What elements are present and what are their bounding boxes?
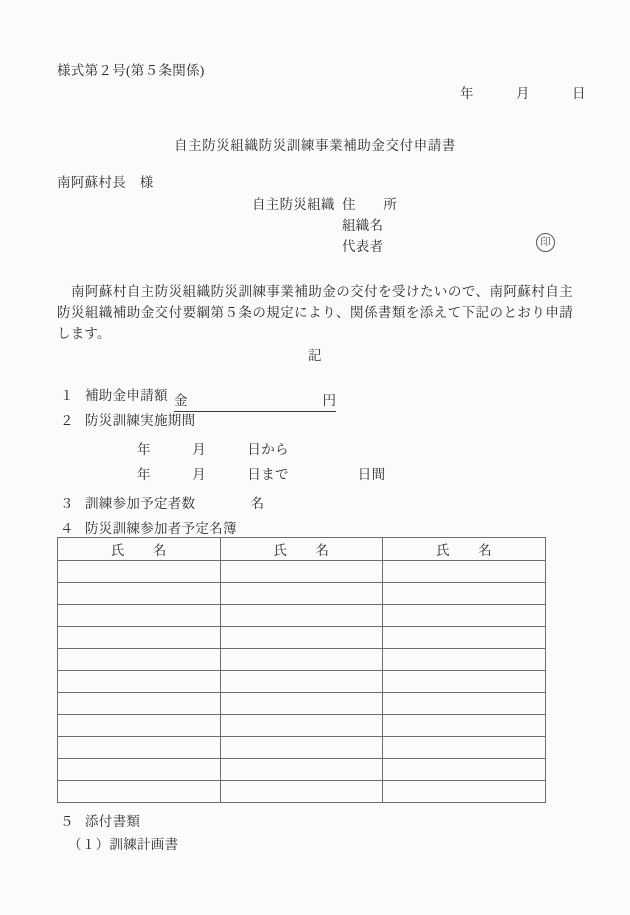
- table-row: [58, 583, 546, 605]
- roster-name-cell[interactable]: [383, 671, 546, 693]
- roster-name-cell[interactable]: [383, 781, 546, 803]
- roster-name-cell[interactable]: [220, 605, 383, 627]
- recipient-label: 南阿蘇村長 様: [57, 175, 154, 190]
- table-row: [58, 715, 546, 737]
- roster-name-cell[interactable]: [220, 693, 383, 715]
- roster-table-body: [58, 561, 546, 803]
- item-2-number: ２: [60, 413, 74, 428]
- organization-prefix-label: 自主防災組織: [252, 197, 335, 212]
- roster-name-cell[interactable]: [58, 605, 221, 627]
- table-row: [58, 627, 546, 649]
- table-row: [58, 737, 546, 759]
- table-row: [58, 561, 546, 583]
- participant-roster-table: [57, 537, 546, 803]
- ki-marker: 記: [307, 348, 323, 363]
- date-line: 年 月 日: [460, 86, 586, 101]
- table-row: [58, 649, 546, 671]
- roster-name-cell[interactable]: [58, 583, 221, 605]
- roster-name-cell[interactable]: [220, 649, 383, 671]
- subsidy-amount-field[interactable]: 金 円: [174, 389, 336, 412]
- item-3-number: ３: [60, 496, 74, 511]
- item-1-label: 補助金申請額: [85, 388, 168, 403]
- roster-name-cell[interactable]: [383, 759, 546, 781]
- roster-name-cell[interactable]: [58, 737, 221, 759]
- roster-name-cell[interactable]: [58, 627, 221, 649]
- item-4-label: 防災訓練参加者予定名簿: [85, 521, 237, 536]
- roster-name-cell[interactable]: [383, 693, 546, 715]
- roster-name-cell[interactable]: [383, 715, 546, 737]
- table-row: [58, 671, 546, 693]
- column-header-name-2: 氏 名: [220, 538, 383, 561]
- roster-name-cell[interactable]: [58, 781, 221, 803]
- roster-name-cell[interactable]: [383, 737, 546, 759]
- roster-name-cell[interactable]: [220, 715, 383, 737]
- document-title: 自主防災組織防災訓練事業補助金交付申請書: [174, 138, 456, 153]
- roster-name-cell[interactable]: [220, 737, 383, 759]
- table-row: [58, 693, 546, 715]
- roster-name-cell[interactable]: [220, 781, 383, 803]
- roster-name-cell[interactable]: [58, 561, 221, 583]
- table-header-row: [58, 538, 546, 561]
- item-5-sub-item-1: （１）訓練計画書: [68, 837, 179, 852]
- roster-name-cell[interactable]: [58, 649, 221, 671]
- roster-name-cell[interactable]: [383, 649, 546, 671]
- body-paragraph: 南阿蘇村自主防災組織防災訓練事業補助金の交付を受けたいので、南阿蘇村自主防災組織補助金交付要綱第５条の規定により、関係書類を添えて下記のとおり申請します。: [57, 284, 573, 341]
- item-5-number: ５: [60, 814, 74, 829]
- roster-name-cell[interactable]: [383, 583, 546, 605]
- roster-name-cell[interactable]: [220, 627, 383, 649]
- roster-name-cell[interactable]: [383, 605, 546, 627]
- roster-name-cell[interactable]: [220, 671, 383, 693]
- table-row: [58, 605, 546, 627]
- item-2-label: 防災訓練実施期間: [85, 413, 196, 428]
- item-4-number: ４: [60, 521, 74, 536]
- roster-name-cell[interactable]: [58, 671, 221, 693]
- column-header-name-1: 氏 名: [58, 538, 221, 561]
- training-start-date-field[interactable]: 年 月 日から: [137, 442, 289, 457]
- form-code-label: 様式第２号(第５条関係): [57, 63, 205, 78]
- table-row: [58, 781, 546, 803]
- seal-stamp-icon: 印: [536, 233, 555, 252]
- item-5-label: 添付書類: [85, 814, 141, 829]
- table-row: [58, 759, 546, 781]
- column-header-name-3: 氏 名: [383, 538, 546, 561]
- address-field-label: 住 所: [342, 197, 398, 212]
- roster-name-cell[interactable]: [383, 627, 546, 649]
- roster-name-cell[interactable]: [58, 715, 221, 737]
- roster-name-cell[interactable]: [220, 583, 383, 605]
- training-end-date-field[interactable]: 年 月 日まで 日間: [137, 467, 386, 482]
- roster-name-cell[interactable]: [58, 693, 221, 715]
- roster-name-cell[interactable]: [383, 561, 546, 583]
- item-3-label[interactable]: 訓練参加予定者数 名: [85, 496, 265, 511]
- roster-name-cell[interactable]: [220, 759, 383, 781]
- organization-name-field-label: 組織名: [342, 218, 384, 233]
- item-1-number: １: [60, 388, 74, 403]
- representative-field-label: 代表者: [342, 239, 384, 254]
- roster-name-cell[interactable]: [220, 561, 383, 583]
- roster-name-cell[interactable]: [58, 759, 221, 781]
